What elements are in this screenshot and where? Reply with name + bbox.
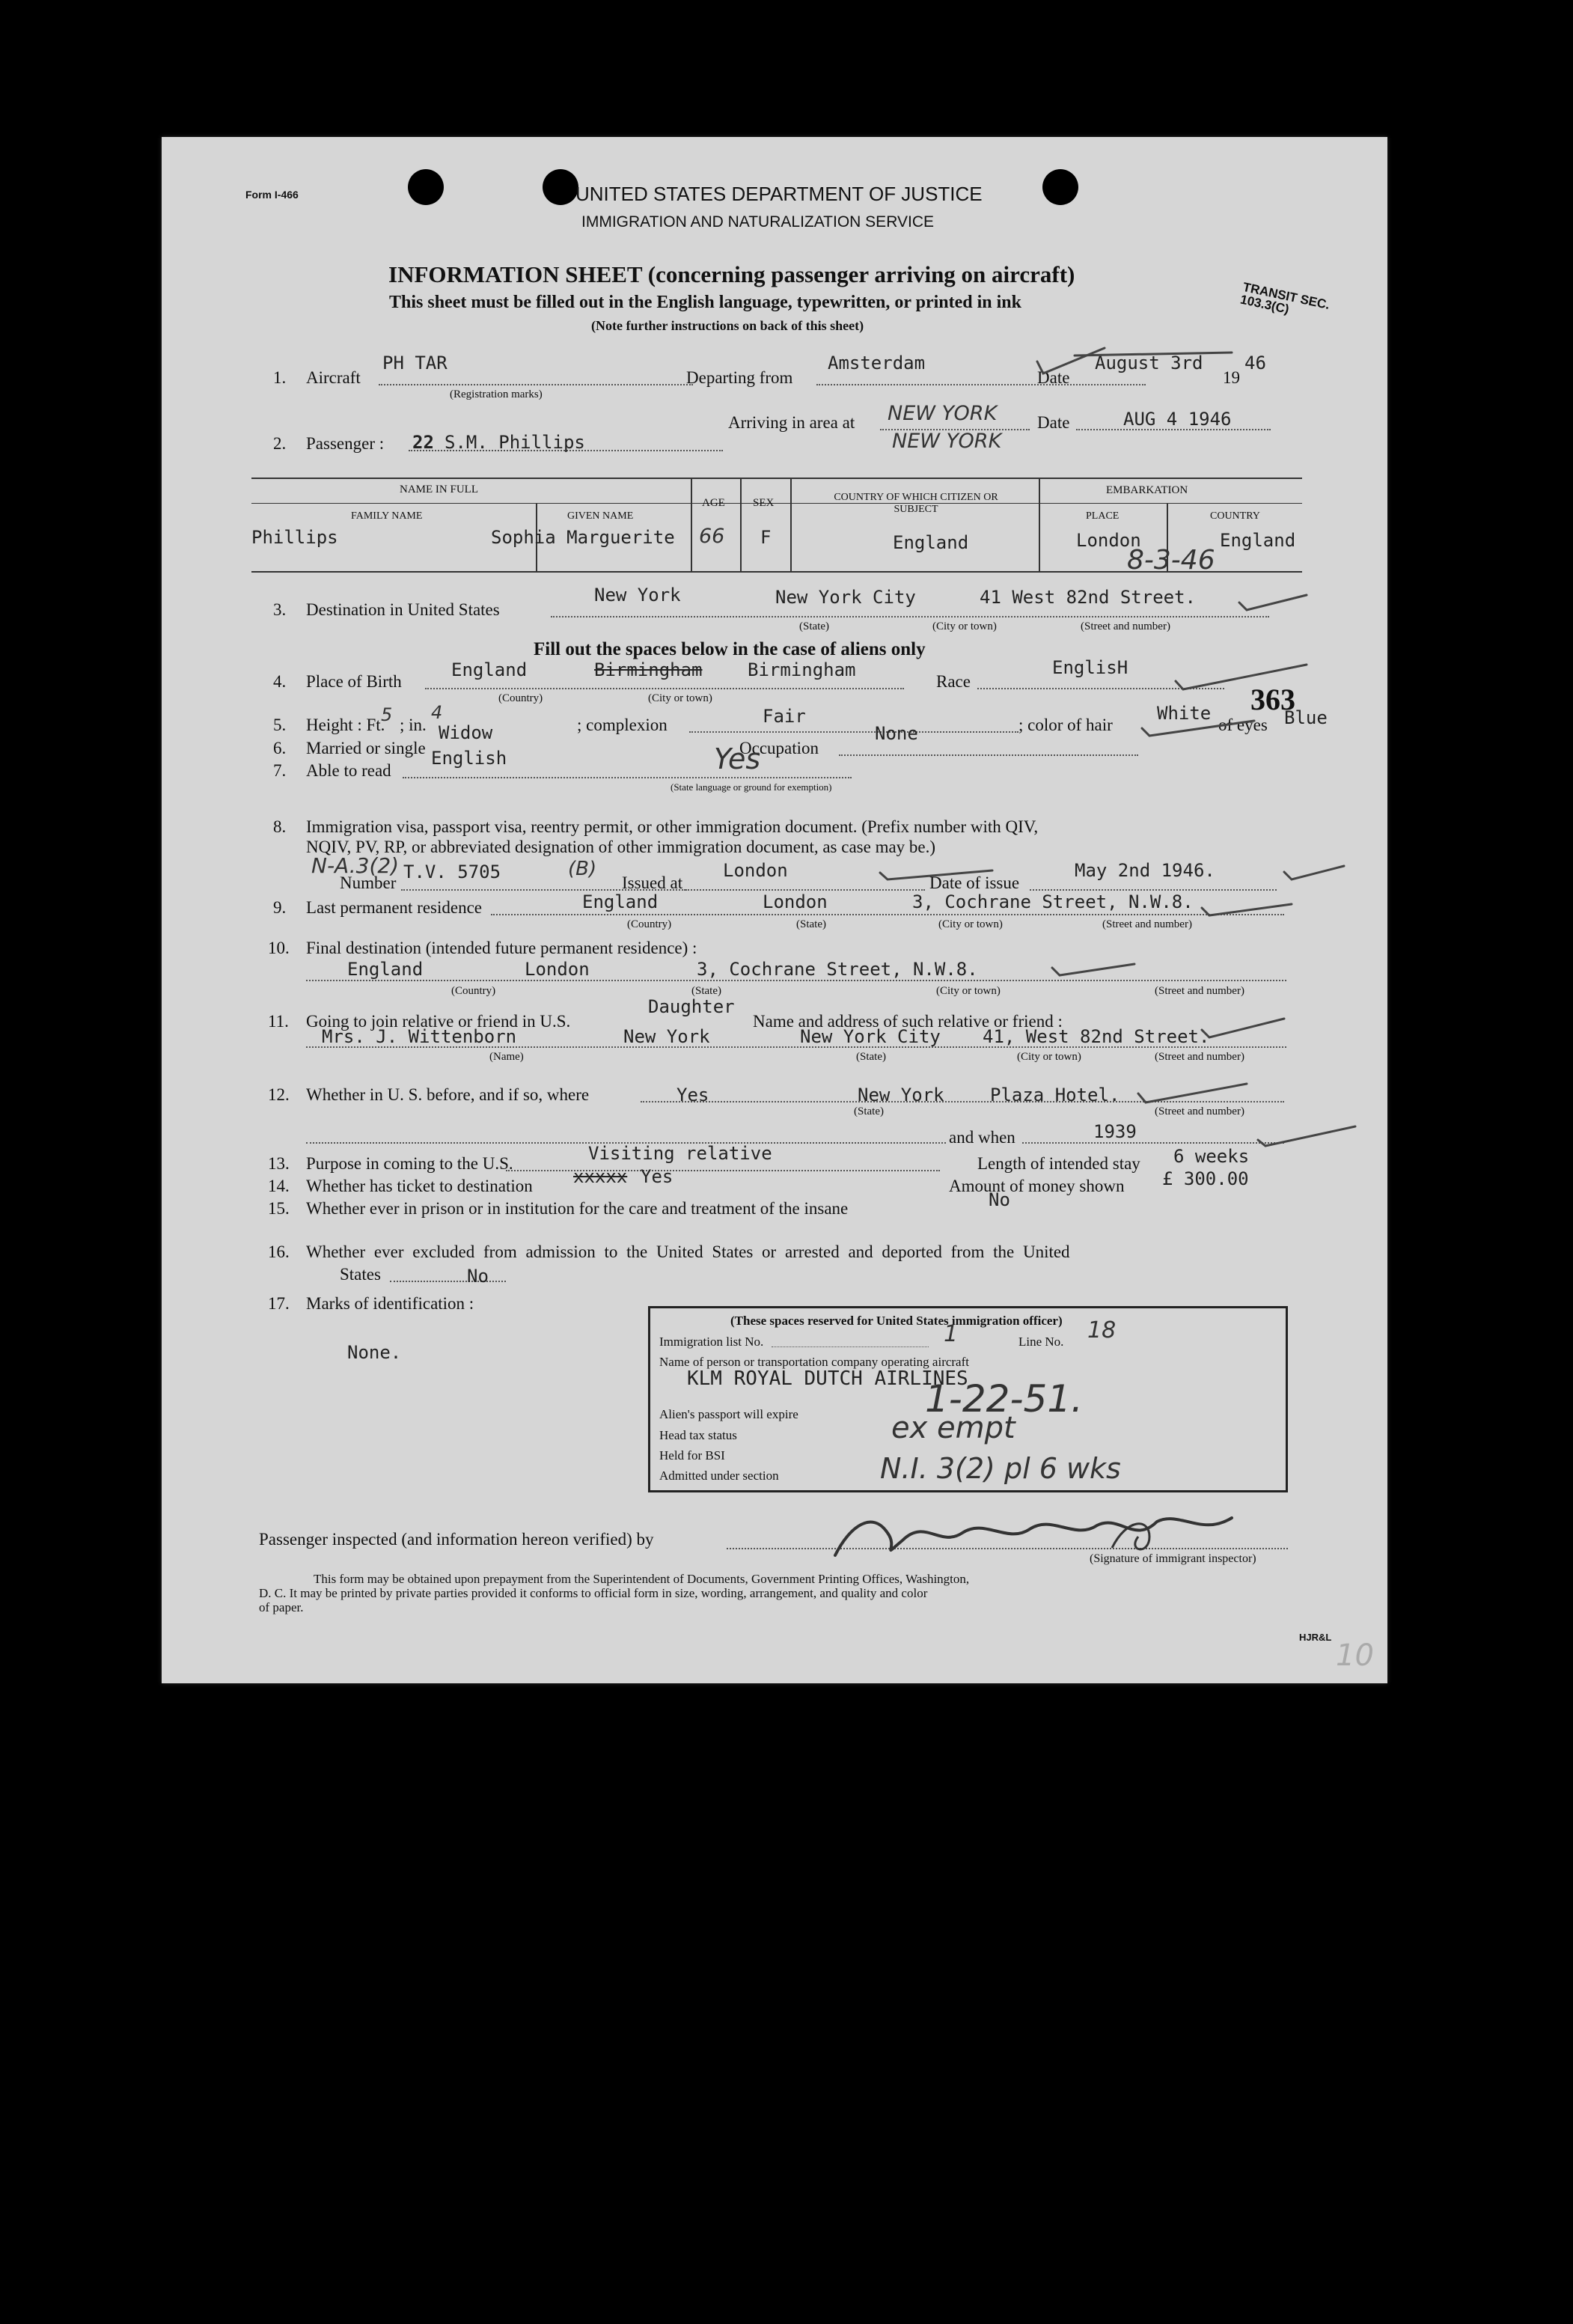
last-residence-sub-city: (City or town) bbox=[938, 918, 1003, 930]
embark-date-handwritten: 8-3-46 bbox=[1127, 545, 1215, 576]
relative-sub-street: (Street and number) bbox=[1155, 1051, 1244, 1063]
relative-sub-name: (Name) bbox=[489, 1051, 524, 1063]
family-name-header: FAMILY NAME bbox=[351, 510, 423, 522]
sheet-title: INFORMATION SHEET (concerning passenger arriving on aircraft) bbox=[388, 261, 1075, 287]
item1-number: 1. bbox=[273, 368, 287, 387]
age-header: AGE bbox=[702, 497, 725, 509]
purpose-value: Visiting relative bbox=[588, 1143, 772, 1164]
item17-number: 17. bbox=[268, 1294, 290, 1313]
tax-label: Head tax status bbox=[659, 1428, 737, 1442]
height-in-label: ; in. bbox=[400, 716, 427, 734]
expire-value: 1-22-51. bbox=[925, 1377, 1084, 1421]
read-value: English bbox=[431, 748, 507, 769]
check-marks bbox=[162, 137, 1387, 1683]
relative-label: Going to join relative or friend in U.S. bbox=[306, 1012, 571, 1031]
citizen-header: COUNTRY OF WHICH CITIZEN OR SUBJECT bbox=[834, 492, 998, 516]
birth-city-struck: Birmingham bbox=[594, 659, 703, 680]
relative-sub-city: (City or town) bbox=[1017, 1051, 1081, 1063]
item11-number: 11. bbox=[268, 1012, 289, 1031]
sex-header: SEX bbox=[753, 497, 775, 509]
last-residence-sub-street: (Street and number) bbox=[1102, 918, 1192, 930]
item16-number: 16. bbox=[268, 1242, 290, 1261]
final-destination-state: London bbox=[525, 959, 590, 980]
item8-number: 8. bbox=[273, 817, 287, 836]
document-hand-prefix: N-A.3(2) bbox=[311, 853, 400, 878]
footer-text-3: of paper. bbox=[259, 1600, 304, 1614]
sheet-instruction: This sheet must be filled out in the English language, typewritten, or printed in ink bbox=[389, 293, 1021, 312]
last-residence-city: London bbox=[763, 891, 828, 912]
item14-number: 14. bbox=[268, 1177, 290, 1195]
issue-date-value: May 2nd 1946. bbox=[1075, 860, 1215, 881]
race-label: Race bbox=[936, 672, 971, 691]
line-value: 18 bbox=[1087, 1317, 1117, 1344]
race-value: EnglisH bbox=[1052, 657, 1128, 678]
marks-label: Marks of identification : bbox=[306, 1294, 474, 1313]
last-residence-sub-state: (State) bbox=[796, 918, 826, 930]
embarkation-header: EMBARKATION bbox=[1106, 484, 1188, 496]
tax-value: ex empt bbox=[891, 1411, 1015, 1445]
carrier-label: Name of person or transportation company operating aircraft bbox=[659, 1355, 969, 1369]
relative-city: New York City bbox=[800, 1026, 941, 1047]
item13-number: 13. bbox=[268, 1154, 290, 1173]
destination-sub-street: (Street and number) bbox=[1081, 620, 1170, 632]
read-handwritten: Yes bbox=[714, 742, 761, 775]
previous-visit-value: Yes bbox=[676, 1085, 709, 1105]
relative-name: Mrs. J. Wittenborn bbox=[322, 1026, 517, 1047]
prison-label: Whether ever in prison or in institution for the care and treatment of the insane bbox=[306, 1199, 849, 1218]
form-paper bbox=[162, 137, 1387, 1683]
money-value: £ 300.00 bbox=[1162, 1168, 1249, 1189]
item10-number: 10. bbox=[268, 939, 290, 957]
final-destination-sub-street: (Street and number) bbox=[1155, 985, 1244, 997]
relative-relation: Daughter bbox=[648, 996, 735, 1017]
previous-visit-label: Whether in U. S. before, and if so, where bbox=[306, 1085, 590, 1104]
list-label: Immigration list No. bbox=[659, 1335, 764, 1349]
printer-mark: HJR&L bbox=[1299, 1632, 1332, 1643]
prison-value: No bbox=[989, 1189, 1010, 1210]
age-value: 66 bbox=[699, 525, 725, 548]
date-label: Date bbox=[1037, 368, 1070, 387]
read-sub: (State language or ground for exemption) bbox=[671, 781, 832, 793]
item15-number: 15. bbox=[268, 1199, 290, 1218]
height-ft: 5 bbox=[381, 704, 393, 725]
official-header: (These spaces reserved for United States immigration officer) bbox=[730, 1314, 1063, 1328]
destination-label: Destination in United States bbox=[306, 600, 500, 619]
aircraft-sub: (Registration marks) bbox=[450, 388, 543, 400]
birth-sub-country: (Country) bbox=[498, 692, 543, 704]
arrival-date-label: Date bbox=[1037, 413, 1070, 432]
final-destination-sub-city: (City or town) bbox=[936, 985, 1001, 997]
year-value: 46 bbox=[1244, 353, 1266, 373]
birth-sub-city: (City or town) bbox=[648, 692, 712, 704]
previous-visit-sub-state: (State) bbox=[854, 1105, 884, 1117]
service-heading: IMMIGRATION AND NATURALIZATION SERVICE bbox=[581, 213, 934, 231]
final-destination-street: 3, Cochrane Street, N.W.8. bbox=[697, 959, 978, 980]
marital-value: Widow bbox=[439, 722, 493, 743]
destination-sub-state: (State) bbox=[799, 620, 829, 632]
corner-number: 10 bbox=[1336, 1638, 1374, 1673]
eyes-label: of eyes bbox=[1218, 716, 1268, 734]
carrier-value: KLM ROYAL DUTCH AIRLINES bbox=[687, 1367, 968, 1390]
purpose-label: Purpose in coming to the U.S. bbox=[306, 1154, 513, 1173]
item9-number: 9. bbox=[273, 898, 287, 917]
marks-value: None. bbox=[347, 1342, 402, 1363]
footer-text-1: This form may be obtained upon prepayment from the Superintendent of Documents, Government Printing Offices, Washington, bbox=[314, 1572, 970, 1586]
embark-place-value: London bbox=[1076, 530, 1141, 551]
date-value: August 3rd bbox=[1095, 353, 1203, 373]
footer-text-2: D. C. It may be printed by private parties provided it conforms to official form in size, wording, arrangement, and quality and color bbox=[259, 1586, 928, 1600]
when-label: and when bbox=[949, 1128, 1015, 1147]
arrival-date-value: AUG 4 1946 bbox=[1123, 409, 1232, 430]
destination-sub-city: (City or town) bbox=[932, 620, 997, 632]
document-hand-suffix: (B) bbox=[568, 858, 597, 880]
previous-visit-sub-street: (Street and number) bbox=[1155, 1105, 1244, 1117]
birth-country: England bbox=[451, 659, 528, 680]
read-label: Able to read bbox=[306, 761, 391, 780]
bsi-label: Held for BSI bbox=[659, 1448, 725, 1463]
issue-date-label: Date of issue bbox=[929, 873, 1020, 892]
expire-label: Alien's passport will expire bbox=[659, 1407, 798, 1421]
issued-value: London bbox=[723, 860, 788, 881]
destination-city: New York City bbox=[775, 587, 916, 608]
document-text-1: Immigration visa, passport visa, reentry permit, or other immigration document. (Prefix number with QIV, bbox=[306, 817, 1039, 836]
complexion-value: Fair bbox=[763, 706, 806, 727]
hair-value: White bbox=[1157, 703, 1212, 724]
item6-number: 6. bbox=[273, 739, 287, 757]
ticket-struck: xxxxx bbox=[573, 1166, 628, 1187]
form-number: Form I-466 bbox=[245, 189, 299, 201]
list-value: 1 bbox=[944, 1321, 959, 1347]
ticket-value: Yes bbox=[641, 1166, 674, 1187]
section-label: Admitted under section bbox=[659, 1468, 779, 1483]
arriving-label: Arriving in area at bbox=[728, 413, 855, 432]
money-label: Amount of money shown bbox=[949, 1177, 1125, 1195]
destination-street: 41 West 82nd Street. bbox=[980, 587, 1196, 608]
complexion-label: ; complexion bbox=[577, 716, 668, 734]
item5-number: 5. bbox=[273, 716, 287, 734]
last-residence-country: England bbox=[582, 891, 659, 912]
final-destination-sub-state: (State) bbox=[691, 985, 721, 997]
passenger-value: S.M. Phillips bbox=[445, 432, 585, 453]
stay-value: 6 weeks bbox=[1173, 1146, 1250, 1167]
sheet-number: 363 bbox=[1250, 683, 1295, 716]
document-text-2: NQIV, PV, RP, or abbreviated designation of other immigration document, as case may be.) bbox=[306, 838, 936, 856]
height-in: 4 bbox=[431, 702, 443, 723]
name-in-full-header: NAME IN FULL bbox=[400, 484, 478, 495]
item4-number: 4. bbox=[273, 672, 287, 691]
hair-label: ; color of hair bbox=[1018, 716, 1113, 734]
previous-visit-state: New York bbox=[858, 1085, 944, 1105]
year-prefix: 19 bbox=[1223, 368, 1240, 387]
final-destination-sub-country: (Country) bbox=[451, 985, 496, 997]
document-number-value: T.V. 5705 bbox=[403, 861, 501, 882]
aircraft-label: Aircraft bbox=[306, 368, 361, 387]
passenger-struck: 22 bbox=[412, 432, 434, 453]
embark-country-value: England bbox=[1220, 530, 1296, 551]
passenger-label: Passenger : bbox=[306, 434, 385, 453]
place-header: PLACE bbox=[1086, 510, 1120, 522]
destination-state: New York bbox=[594, 585, 681, 606]
stay-label: Length of intended stay bbox=[977, 1154, 1140, 1173]
transit-stamp: TRANSIT SEC. 103.3(C) bbox=[1238, 279, 1331, 317]
eyes-value: Blue bbox=[1284, 707, 1328, 728]
excluded-text-2: States bbox=[340, 1265, 381, 1284]
item12-number: 12. bbox=[268, 1085, 290, 1104]
item7-number: 7. bbox=[273, 761, 287, 780]
excluded-value: No bbox=[467, 1266, 489, 1287]
when-value: 1939 bbox=[1093, 1121, 1137, 1142]
document-number-label: Number bbox=[340, 873, 397, 892]
section-value: N.I. 3(2) pl 6 wks bbox=[880, 1452, 1121, 1485]
department-heading: UNITED STATES DEPARTMENT OF JUSTICE bbox=[575, 183, 983, 205]
departing-label: Departing from bbox=[686, 368, 793, 387]
sheet-note: (Note further instructions on back of this sheet) bbox=[591, 318, 864, 333]
issued-label: Issued at bbox=[622, 873, 683, 892]
item3-number: 3. bbox=[273, 600, 287, 619]
signature-sub: (Signature of immigrant inspector) bbox=[1090, 1552, 1256, 1565]
given-name-value: Sophia Marguerite bbox=[491, 527, 675, 548]
country-header: COUNTRY bbox=[1210, 510, 1260, 522]
height-label: Height : Ft. bbox=[306, 716, 385, 734]
final-destination-label: Final destination (intended future permanent residence) : bbox=[306, 939, 697, 957]
given-name-header: GIVEN NAME bbox=[567, 510, 634, 522]
arriving-value-2: NEW YORK bbox=[892, 430, 1002, 453]
occupation-value: None bbox=[875, 723, 918, 744]
item2-number: 2. bbox=[273, 434, 287, 453]
relative-street: 41, West 82nd Street. bbox=[983, 1026, 1210, 1047]
last-residence-sub-country: (Country) bbox=[627, 918, 672, 930]
ticket-label: Whether has ticket to destination bbox=[306, 1177, 533, 1195]
excluded-text-1: Whether ever excluded from admission to the United States or arrested and deported from the United bbox=[306, 1242, 1070, 1261]
arriving-value: NEW YORK bbox=[888, 402, 998, 425]
relative-state: New York bbox=[623, 1026, 710, 1047]
birth-city: Birmingham bbox=[748, 659, 856, 680]
departing-value: Amsterdam bbox=[828, 353, 926, 373]
marital-label: Married or single bbox=[306, 739, 426, 757]
last-residence-street: 3, Cochrane Street, N.W.8. bbox=[912, 891, 1194, 912]
citizen-value: England bbox=[893, 532, 969, 553]
family-name-value: Phillips bbox=[251, 527, 338, 548]
inspected-label: Passenger inspected (and information hereon verified) by bbox=[259, 1530, 654, 1549]
birthplace-label: Place of Birth bbox=[306, 672, 402, 691]
aliens-note: Fill out the spaces below in the case of aliens only bbox=[534, 639, 926, 659]
relative-label-2: Name and address of such relative or friend : bbox=[753, 1012, 1063, 1031]
last-residence-label: Last permanent residence bbox=[306, 898, 482, 917]
line-label: Line No. bbox=[1018, 1335, 1064, 1349]
aircraft-value: PH TAR bbox=[382, 353, 448, 373]
previous-visit-street: Plaza Hotel. bbox=[990, 1085, 1120, 1105]
sex-value: F bbox=[760, 527, 772, 548]
final-destination-country: England bbox=[347, 959, 424, 980]
occupation-label: Occupation bbox=[739, 739, 819, 757]
relative-sub-state: (State) bbox=[856, 1051, 886, 1063]
